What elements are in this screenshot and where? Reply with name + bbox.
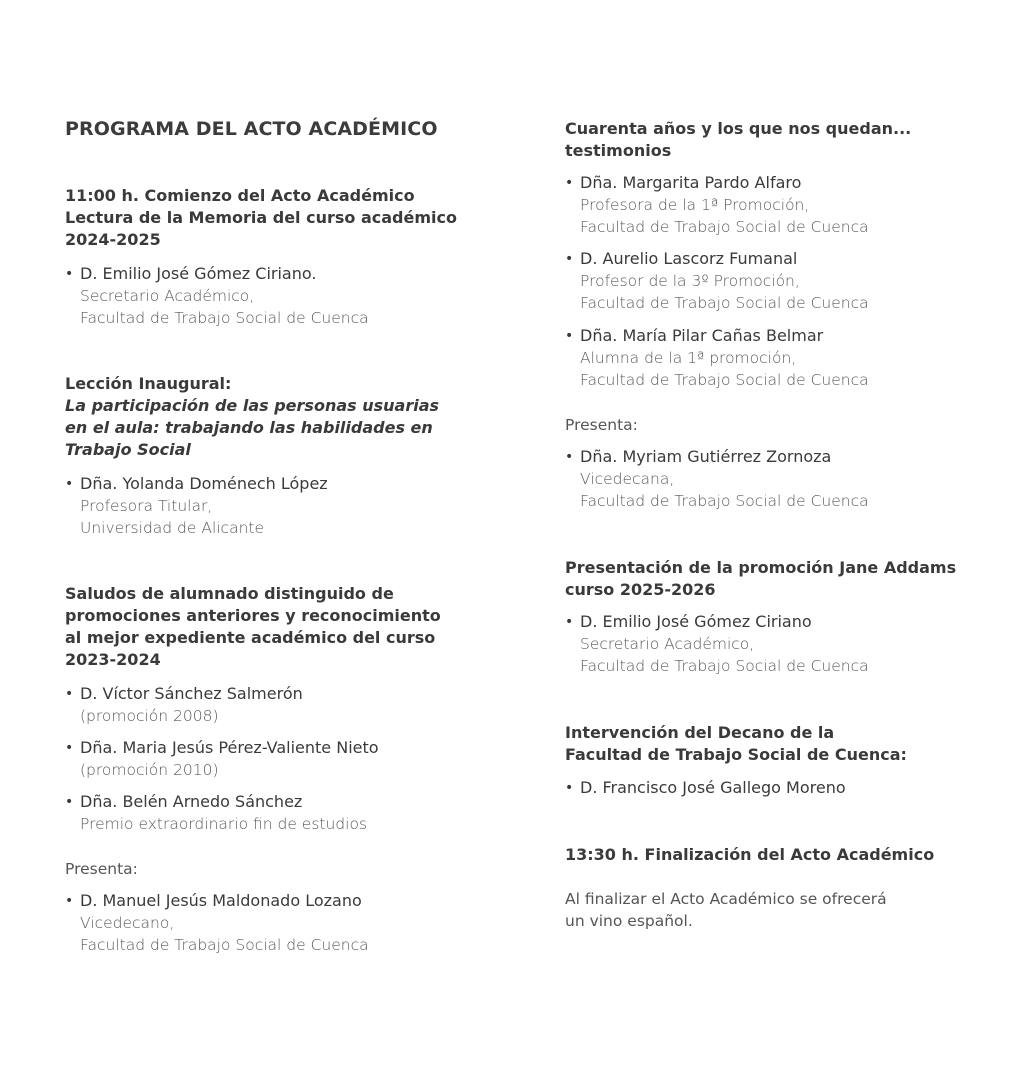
opening-people-list xyxy=(65,263,495,329)
greetings-people-list xyxy=(65,737,495,781)
person-affiliation: Facultad de Trabajo Social de Cuenca xyxy=(580,371,869,389)
testimonies-people-list xyxy=(565,248,1005,314)
presenter-label: Presenta: xyxy=(565,416,638,434)
person-role: Secretario Académico, xyxy=(580,635,755,653)
testimonies-people-list xyxy=(565,172,1005,238)
person-role: Alumna de la 1ª promoción, xyxy=(580,349,797,367)
list-item xyxy=(65,791,495,835)
person-affiliation: Facultad de Trabajo Social de Cuenca xyxy=(580,492,869,510)
person-name: D. Emilio José Gómez Ciriano. xyxy=(80,264,317,283)
person-name: D. Víctor Sánchez Salmerón xyxy=(80,684,303,703)
person-note: (promoción 2008) xyxy=(80,707,219,725)
person-name: Dña. Belén Arnedo Sánchez xyxy=(80,792,303,811)
person-affiliation: Facultad de Trabajo Social de Cuenca xyxy=(580,657,869,675)
person-name: Dña. Maria Jesús Pérez-Valiente Nieto xyxy=(80,738,379,757)
person-name: D. Manuel Jesús Maldonado Lozano xyxy=(80,891,362,910)
closing-line: un vino español. xyxy=(565,912,693,930)
person-name: Dña. María Pilar Cañas Belmar xyxy=(580,326,824,345)
person-role: Vicedecano, xyxy=(80,914,175,932)
dean-people-list xyxy=(565,777,1005,799)
bullet-icon: • xyxy=(565,328,574,344)
bullet-icon: • xyxy=(565,780,574,796)
lecture-title-line: Trabajo Social xyxy=(65,440,191,459)
promotion-people-list xyxy=(565,611,1005,677)
list-item xyxy=(65,683,495,727)
heading-line: 11:00 h. Comienzo del Acto Académico xyxy=(65,186,415,205)
testimonies-people-list xyxy=(565,325,1005,391)
list-item xyxy=(565,172,1005,238)
person-name: Dña. Yolanda Doménech López xyxy=(80,474,328,493)
bullet-icon: • xyxy=(565,614,574,630)
bullet-icon: • xyxy=(65,740,74,756)
heading-line: testimonios xyxy=(565,141,672,160)
heading-line: promociones anteriores y reconocimiento xyxy=(65,606,441,625)
person-affiliation: Facultad de Trabajo Social de Cuenca xyxy=(80,309,369,327)
heading-line: 2023-2024 xyxy=(65,650,161,669)
person-note: (promoción 2010) xyxy=(80,761,219,779)
section-testimonies-heading xyxy=(565,118,1005,162)
person-affiliation: Facultad de Trabajo Social de Cuenca xyxy=(580,294,869,312)
section-greetings-heading xyxy=(65,583,495,671)
presenter-list xyxy=(65,890,495,956)
lecture-title-line: en el aula: trabajando las habilidades en xyxy=(65,418,433,437)
bullet-icon: • xyxy=(565,449,574,465)
lecture-people-list xyxy=(65,473,495,539)
person-name: D. Francisco José Gallego Moreno xyxy=(580,778,846,797)
list-item xyxy=(65,737,495,781)
heading-label: Lección Inaugural: xyxy=(65,374,232,393)
section-opening-heading xyxy=(65,185,495,251)
bullet-icon: • xyxy=(565,251,574,267)
section-dean-heading xyxy=(565,722,1005,766)
person-name: D. Aurelio Lascorz Fumanal xyxy=(580,249,798,268)
closing-note xyxy=(565,888,1005,932)
person-note: Premio extraordinario fin de estudios xyxy=(80,815,368,833)
person-affiliation: Universidad de Alicante xyxy=(80,519,265,537)
bullet-icon: • xyxy=(65,686,74,702)
section-closing-heading: 13:30 h. Finalización del Acto Académico xyxy=(565,845,935,864)
greetings-people-list xyxy=(65,683,495,727)
list-item xyxy=(565,446,1005,512)
list-item xyxy=(65,473,495,539)
list-item xyxy=(565,611,1005,677)
person-role: Secretario Académico, xyxy=(80,287,255,305)
person-role: Profesor de la 3º Promoción, xyxy=(580,272,800,290)
person-affiliation: Facultad de Trabajo Social de Cuenca xyxy=(80,936,369,954)
heading-line: al mejor expediente académico del curso xyxy=(65,628,436,647)
heading-line: Lectura de la Memoria del curso académico xyxy=(65,208,457,227)
heading-line: Saludos de alumnado distinguido de xyxy=(65,584,394,603)
list-item xyxy=(565,777,1005,799)
list-item xyxy=(65,890,495,956)
bullet-icon: • xyxy=(565,175,574,191)
heading-line: curso 2025-2026 xyxy=(565,580,716,599)
section-promotion-heading xyxy=(565,557,1005,601)
person-role: Profesora de la 1ª Promoción, xyxy=(580,196,810,214)
heading-line: Presentación de la promoción Jane Addams xyxy=(565,558,957,577)
bullet-icon: • xyxy=(65,476,74,492)
heading-line: 2024-2025 xyxy=(65,230,161,249)
person-name: Dña. Margarita Pardo Alfaro xyxy=(580,173,802,192)
heading-line: Facultad de Trabajo Social de Cuenca: xyxy=(565,745,907,764)
greetings-people-list xyxy=(65,791,495,835)
section-lecture-heading xyxy=(65,373,495,461)
list-item xyxy=(565,325,1005,391)
presenter-list xyxy=(565,446,1005,512)
heading-line: Intervención del Decano de la xyxy=(565,723,835,742)
bullet-icon: • xyxy=(65,794,74,810)
page-title: PROGRAMA DEL ACTO ACADÉMICO xyxy=(65,118,438,140)
person-role: Profesora Titular, xyxy=(80,497,213,515)
bullet-icon: • xyxy=(65,893,74,909)
heading-line: Cuarenta años y los que nos quedan... xyxy=(565,119,912,138)
closing-line: Al finalizar el Acto Académico se ofrecerá xyxy=(565,890,887,908)
person-affiliation: Facultad de Trabajo Social de Cuenca xyxy=(580,218,869,236)
person-role: Vicedecana, xyxy=(580,470,675,488)
bullet-icon: • xyxy=(65,266,74,282)
person-name: D. Emilio José Gómez Ciriano xyxy=(580,612,812,631)
lecture-title-line: La participación de las personas usuarias xyxy=(65,396,440,415)
list-item xyxy=(565,248,1005,314)
presenter-label: Presenta: xyxy=(65,860,138,878)
person-name: Dña. Myriam Gutiérrez Zornoza xyxy=(580,447,832,466)
list-item xyxy=(65,263,495,329)
